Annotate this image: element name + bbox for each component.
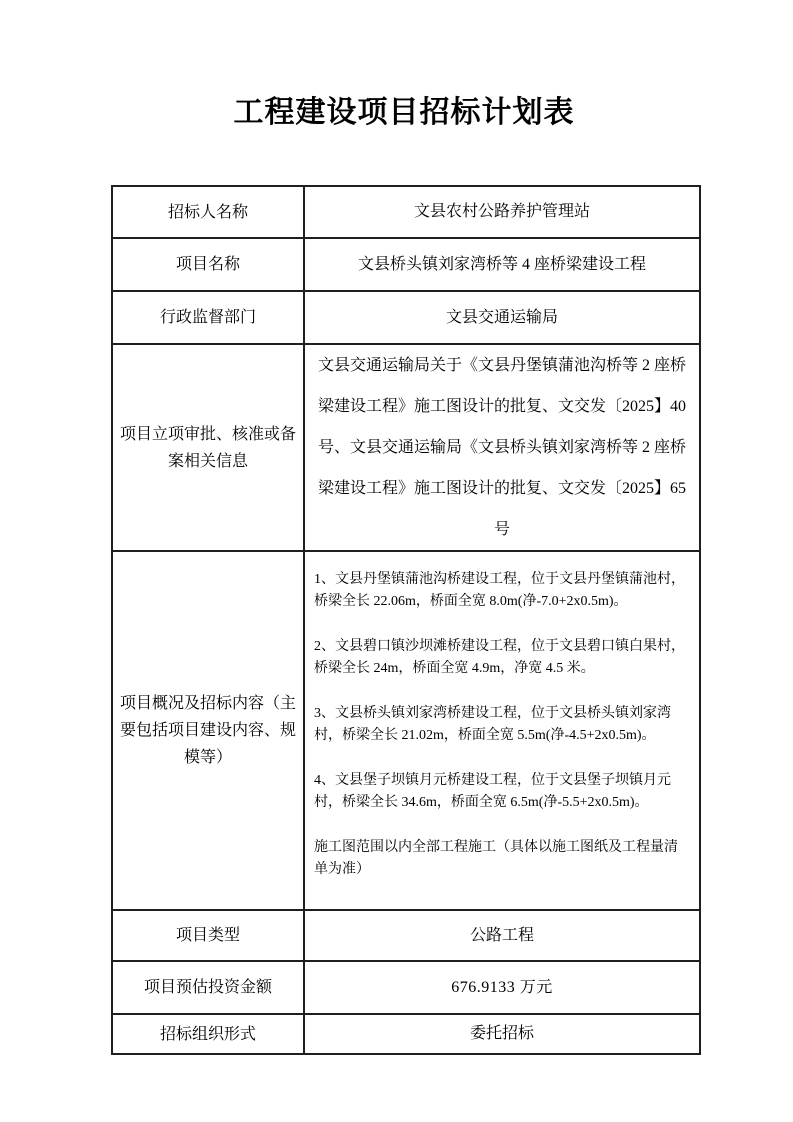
row-value-approval-info: 文县交通运输局关于《文县丹堡镇蒲池沟桥等 2 座桥梁建设工程》施工图设计的批复、文交发〔2025】40 号、文县交通运输局《文县桥头镇刘家湾桥等 2 座桥梁建设工程》施工图设计的批复、文交发〔2025】65 号 bbox=[304, 344, 700, 551]
table-row-approval-info bbox=[112, 344, 700, 551]
row-value-estimated-investment: 676.9133 万元 bbox=[304, 961, 700, 1014]
row-value-bidding-organization-form: 委托招标 bbox=[304, 1014, 700, 1054]
row-value-project-name: 文县桥头镇刘家湾桥等 4 座桥梁建设工程 bbox=[304, 238, 700, 291]
table-row-bidding-organization-form bbox=[112, 1014, 700, 1054]
overview-item-1: 1、文县丹堡镇蒲池沟桥建设工程，位于文县丹堡镇蒲池村，桥梁全长 22.06m，桥面全宽 8.0m(净-7.0+2x0.5m)。 bbox=[314, 572, 685, 609]
row-value-bidder-name: 文县农村公路养护管理站 bbox=[304, 186, 700, 238]
overview-item-4: 4、文县堡子坝镇月元桥建设工程，位于文县堡子坝镇月元村，桥梁全长 34.6m，桥面全宽 6.5m(净-5.5+2x0.5m)。 bbox=[314, 773, 671, 810]
overview-scope-note: 施工图范围以内全部工程施工（具体以施工图纸及工程量清单为准） bbox=[314, 840, 678, 877]
row-label-bidder-name: 招标人名称 bbox=[112, 186, 304, 238]
row-label-estimated-investment: 项目预估投资金额 bbox=[112, 961, 304, 1014]
overview-item-2: 2、文县碧口镇沙坝滩桥建设工程，位于文县碧口镇白果村，桥梁全长 24m，桥面全宽 4.9m，净宽 4.5 米。 bbox=[314, 639, 685, 676]
table-row-estimated-investment bbox=[112, 961, 700, 1014]
row-label-project-overview: 项目概况及招标内容（主要包括项目建设内容、规模等） bbox=[112, 551, 304, 910]
overview-item-3: 3、文县桥头镇刘家湾桥建设工程，位于文县桥头镇刘家湾村，桥梁全长 21.02m，桥面全宽 5.5m(净-4.5+2x0.5m)。 bbox=[314, 706, 671, 743]
row-value-project-type: 公路工程 bbox=[304, 910, 700, 961]
page-title: 工程建设项目招标计划表 bbox=[233, 96, 575, 129]
table-row-project-type bbox=[112, 910, 700, 961]
row-label-project-type: 项目类型 bbox=[112, 910, 304, 961]
row-label-bidding-organization-form: 招标组织形式 bbox=[112, 1014, 304, 1054]
table-row-project-overview bbox=[112, 551, 700, 910]
table-row-supervising-department bbox=[112, 291, 700, 344]
row-label-approval-info: 项目立项审批、核准或备案相关信息 bbox=[112, 344, 304, 551]
bidding-plan-table bbox=[111, 185, 701, 1055]
table-row-bidder-name bbox=[112, 186, 700, 238]
row-value-project-overview bbox=[304, 551, 700, 910]
row-value-supervising-department: 文县交通运输局 bbox=[304, 291, 700, 344]
table-row-project-name bbox=[112, 238, 700, 291]
row-label-project-name: 项目名称 bbox=[112, 238, 304, 291]
row-label-supervising-department: 行政监督部门 bbox=[112, 291, 304, 344]
